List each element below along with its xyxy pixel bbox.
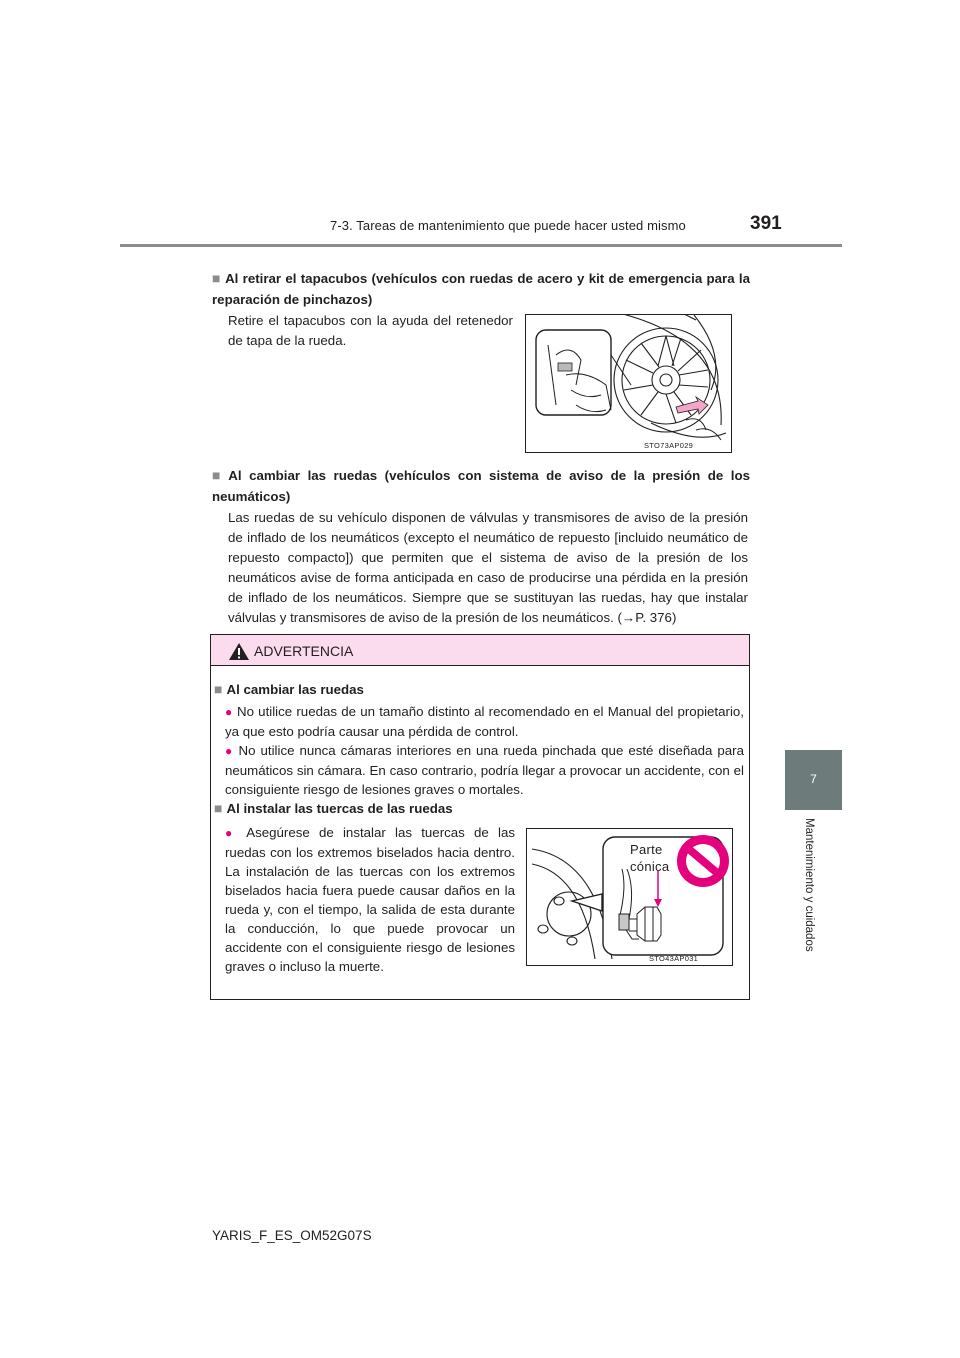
page-number: 391	[750, 213, 782, 234]
circle-bullet-icon: ●	[225, 744, 234, 758]
conic-part-label	[630, 841, 669, 875]
warning-item: ● Asegúrese de instalar las tuercas de las ruedas con los extremos biselados hacia dentro. La instalación de las tuercas con los extremos biselados hacia fuera puede causar daños en la rueda y, con el tiempo, la salida de esta durante la conducción, lo que puede provocar un accidente con el consiguiente riesgo de lesiones graves o incluso la muerte.	[225, 825, 515, 974]
warning-item: ● No utilice nunca cámaras interiores en una rueda pinchada que esté diseñada para neumáticos sin cámara. En caso contrario, podría llegar a provocar un accidente, con el consiguiente riesgo de lesiones graves o mortales.	[225, 743, 744, 797]
hubcap-wheel-icon	[526, 315, 731, 452]
warning-triangle-icon	[228, 642, 250, 661]
warning-group1-heading: ■ Al cambiar las ruedas	[214, 681, 364, 697]
hubcap-removal-illustration	[525, 314, 732, 453]
warning-header	[211, 635, 749, 666]
circle-bullet-icon: ●	[225, 826, 238, 840]
warning-box	[210, 634, 750, 1000]
image-code: STO73AP029	[644, 441, 694, 450]
image-code: STO43AP031	[649, 954, 699, 963]
section1-text: Retire el tapacubos con la ayuda del retenedor de tapa de la rueda.	[228, 313, 513, 348]
section2-text: Las ruedas de su vehículo disponen de válvulas y transmisores de aviso de la presión de inflado de los neumáticos (excepto el neumático de repuesto [incluido neumático de repuesto compacto]) que permiten que el sistema de aviso de la presión de los neumáticos avise de forma anticipada en caso de producirse una pérdida en la presión de inflado de los neumáticos. Siempre que se sustituyan las ruedas, hay que instalar válvulas y transmisores de aviso de la presión de los neumáticos. (→P. 376)	[228, 510, 748, 625]
chapter-number: 7	[810, 772, 817, 786]
conic-part-label-line2: cónica	[630, 859, 670, 874]
document-code: YARIS_F_ES_OM52G07S	[212, 1228, 372, 1243]
chapter-label: Mantenimiento y cuidados	[803, 818, 815, 952]
warning-item: ● No utilice ruedas de un tamaño distinto al recomendado en el Manual del propietario, ya que esto podría causar una pérdida de control.	[225, 704, 744, 739]
square-bullet-icon: ■	[214, 800, 223, 816]
warning-group2-heading: ■ Al instalar las tuercas de las ruedas	[214, 800, 453, 816]
circle-bullet-icon: ●	[225, 705, 233, 719]
square-bullet-icon: ■	[214, 681, 223, 697]
header-divider	[120, 244, 842, 247]
warning-title: ADVERTENCIA	[254, 643, 354, 659]
section1-heading: ■ Al retirar el tapacubos (vehículos con ruedas de acero y kit de emergencia para la reparación de pinchazos)	[212, 270, 750, 307]
conic-part-label-line1: Parte	[630, 842, 663, 857]
wheel-nut-illustration	[526, 828, 733, 966]
section2-heading: ■ Al cambiar las ruedas (vehículos con sistema de aviso de la presión de los neumáticos)	[212, 467, 750, 504]
square-bullet-icon: ■	[212, 270, 222, 286]
section-title: 7-3. Tareas de mantenimiento que puede hacer usted mismo	[330, 218, 686, 233]
square-bullet-icon: ■	[212, 467, 225, 483]
